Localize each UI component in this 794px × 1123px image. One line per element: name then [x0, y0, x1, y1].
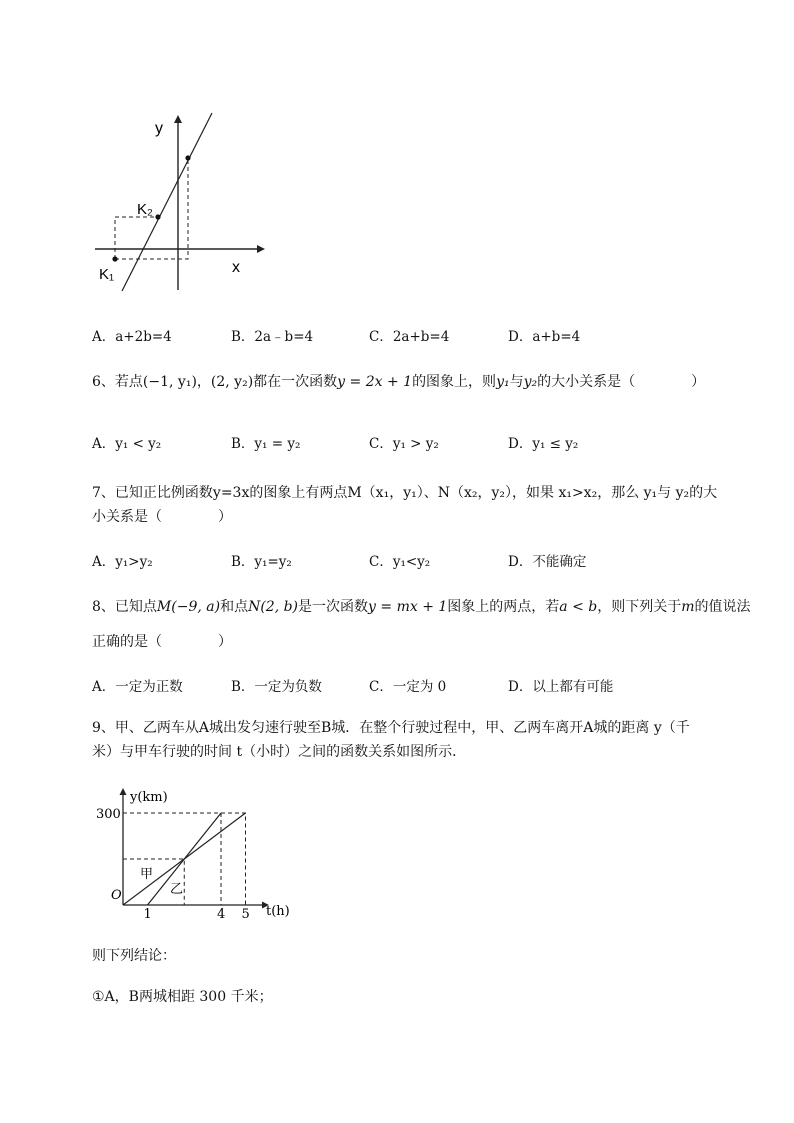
k2-label: K₂: [137, 201, 153, 218]
distance-time-chart: [90, 785, 300, 925]
q6-y2: y₂: [523, 374, 538, 390]
q6-text-b: 都在一次函数: [253, 374, 338, 390]
q6-option-a: A．y₁ < y₂: [92, 436, 162, 452]
q8-option-a: A．一定为正数: [92, 679, 183, 695]
q5-option-d: D．a+b=4: [508, 329, 581, 345]
y-tick-label: 300: [96, 807, 121, 822]
q7-option-a: A．y₁>y₂: [92, 554, 153, 570]
q8-option-b: B．一定为负数: [231, 679, 322, 695]
q6-text-d: 的大小关系是（ ）: [537, 374, 706, 390]
q6-sep: ，: [196, 374, 211, 390]
q8-text-d: 图象上的两点，若: [447, 599, 560, 615]
q5-option-a: A．a+2b=4: [92, 329, 172, 345]
axis-y-label: y: [155, 120, 163, 137]
q7-option-c: C．y₁<y₂: [369, 554, 431, 570]
q5-option-c: C．2a+b=4: [369, 329, 450, 345]
x-tick-label-5: 5: [241, 907, 250, 922]
x-axis-label: t(h): [266, 904, 290, 919]
origin-label: O: [111, 888, 122, 903]
q7-line-1: 7、已知正比例函数y=3x的图象上有两点M（x₁，y₁）、N（x₂，y₂），如果 x₁>x₂，那么 y₁与 y₂的大: [92, 485, 718, 501]
q9-line-1: 9、甲、乙两车从A城出发匀速行驶至B城．在整个行驶过程中，甲、乙两车离开A城的距离 y（千: [92, 720, 690, 736]
q8-line-2: 正确的是（ ）: [92, 634, 232, 650]
figure-k-line: [85, 105, 275, 305]
function-line: [122, 113, 212, 291]
point-top: [185, 155, 190, 160]
q9-line-2: 米）与甲车行驶的时间 t（小时）之间的函数关系如图所示．: [92, 744, 467, 760]
k1-label: K₁: [99, 266, 115, 283]
q8-function: y = mx + 1: [368, 599, 448, 615]
q6-with: 与: [509, 374, 524, 390]
q6-option-b: B．y₁ = y₂: [231, 436, 301, 452]
q8-option-c: C．一定为 0: [369, 679, 447, 695]
q8-m: m: [681, 599, 695, 615]
q8-condition: a < b: [559, 599, 598, 615]
y-axis-label: y(km): [130, 790, 168, 805]
q6-text-c: 的图象上，则: [412, 374, 497, 390]
q7-option-d: D．不能确定: [508, 554, 587, 570]
q6-point-2: (2, y₂): [210, 374, 254, 390]
q6-text-a: 6、若点: [92, 374, 143, 390]
y-axis-arrow: [120, 788, 127, 795]
q6-function: y = 2x + 1: [337, 374, 413, 390]
q8-point-m: M(−9, a): [156, 599, 221, 615]
x-tick-label-4: 4: [217, 907, 226, 922]
q8-text-e: ，则下列关于: [597, 599, 682, 615]
point-k1: [112, 256, 117, 261]
q8-text-b: 和点: [220, 599, 249, 615]
q8-point-n: N(2, b): [248, 599, 299, 615]
q9-conclusion-intro: 则下列结论：: [92, 948, 176, 964]
y-axis-arrow: [174, 115, 182, 123]
q8-text-c: 是一次函数: [298, 599, 369, 615]
axis-x-label: x: [232, 259, 240, 276]
x-axis-arrow: [257, 245, 265, 253]
q6-option-d: D．y₁ ≤ y₂: [508, 436, 579, 452]
series-label-1: 甲: [140, 867, 154, 882]
q7-option-b: B．y₁=y₂: [231, 554, 292, 570]
q6-point-1: (−1, y₁): [142, 374, 197, 390]
q9-conclusion-1: ①A，B两城相距 300 千米；: [92, 989, 273, 1005]
q6-y1: y₁: [496, 374, 510, 390]
q5-option-b: B．2a﹣b=4: [231, 329, 314, 345]
q6-stem: [92, 372, 705, 392]
q7-line-2: 小关系是（ ）: [92, 509, 232, 525]
point-k2: [155, 214, 160, 219]
series-label-2: 乙: [170, 882, 184, 897]
q8-stem: [92, 597, 751, 617]
q8-text-a: 8、已知点: [92, 599, 157, 615]
q8-text-f: 的值说法: [694, 599, 751, 615]
q6-option-c: C．y₁ > y₂: [369, 436, 439, 452]
q8-option-d: D．以上都有可能: [508, 679, 614, 695]
x-tick-label-1: 1: [143, 907, 152, 922]
